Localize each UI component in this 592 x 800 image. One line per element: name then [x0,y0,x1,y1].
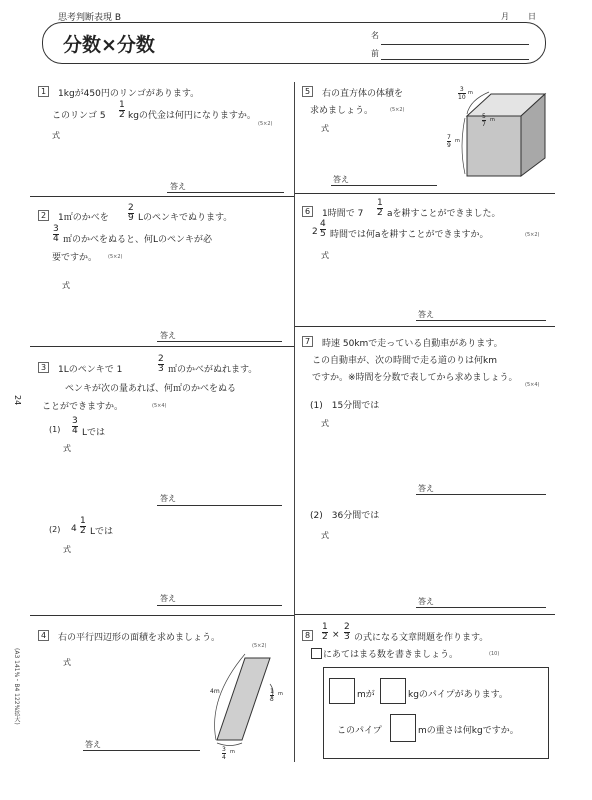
q7-text-line3: ですか。※時間を分数で表してから求めましょう。 [312,373,518,383]
q8-box-text-2: kgのパイプがあります。 [408,690,508,700]
denominator: 2 [119,110,125,120]
q2-text-line2: ㎡のかべをぬると、何Lのペンキが必 [63,235,213,245]
numerator: 3 [222,746,226,753]
denominator: 2 [322,632,328,642]
denominator: 4 [222,754,226,761]
q8-box-text-3: このパイプ [337,726,382,736]
day-label: 日 [528,12,536,21]
q5-dim3-unit: m [455,138,460,144]
denominator: 3 [270,696,274,703]
question-number: 2 [38,210,49,221]
question-number: 7 [302,336,313,347]
numerator: 2 [344,622,350,632]
answer-line[interactable] [416,320,546,321]
q5-dim2-fraction [482,113,486,128]
answer-frame [323,667,549,759]
denominator: 9 [128,213,134,223]
q1-text-post: kgの代金は何円になりますか。 [128,111,256,121]
q3-sub1-fraction [72,417,78,436]
q3-sub1-text: Lでは [82,428,106,438]
name-label: 名 [371,31,379,40]
q3-text-pre: 1Lのペンキで 1 [58,365,123,375]
denominator: 5 [320,229,326,239]
numerator: 3 [459,86,464,93]
separator [295,193,555,194]
numerator: 1 [270,688,274,695]
q8-fraction-2 [344,623,350,642]
answer-line[interactable] [83,750,200,751]
question-number: 5 [302,86,313,97]
name-underline-2 [381,59,529,60]
blank-box-icon [311,648,322,659]
q5-dim3-fraction [447,134,451,149]
numerator: 4 [320,219,326,229]
question-number: 6 [302,206,313,217]
numerator: 3 [53,224,59,234]
formula-label: 式 [62,281,70,290]
denominator: 9 [447,142,451,149]
answer-line[interactable] [167,192,284,193]
answer-label: 答え [85,740,101,749]
denominator: 2 [377,208,383,218]
q6-fraction-1 [377,199,383,218]
parallelogram-figure [206,648,286,760]
q7-text-line2: この自動車が、次の時間で走る道のりは何km [312,356,497,366]
month-label: 月 [501,12,509,21]
q8-fraction-1 [322,623,328,642]
denominator: 2 [80,526,86,536]
q1-points: (5×2) [258,121,273,127]
q5-text-line1: 右の直方体の体積を [322,89,404,99]
formula-label: 式 [63,545,71,554]
answer-line[interactable] [416,607,546,608]
denominator: 3 [158,364,164,374]
answer-label: 答え [160,594,176,603]
separator [295,326,555,327]
formula-label: 式 [63,658,71,667]
q6-text-line2: 時間では何aを耕すことができますか。 [330,230,489,240]
denominator: 7 [482,121,486,128]
q5-dim1-unit: m [468,90,473,96]
q6-points: (5×2) [525,232,540,238]
q3-sub2-fraction [80,517,86,536]
q3-text-line2: ペンキが次の量あれば、何㎡のかべをぬる [65,384,237,394]
q5-text-line2: 求めましょう。 [310,106,374,116]
q4-height-label: 4m [210,688,220,695]
separator [295,614,555,615]
q3-sub2-text: Lでは [90,527,114,537]
q7-text-line1: 時速 50kmで走っている自動車があります。 [322,339,503,349]
q1-text-pre: このリンゴ 5 [52,111,106,121]
q4-points: (5×2) [252,643,267,649]
q2-text-post: Lのペンキでぬります。 [138,213,233,223]
formula-label: 式 [321,531,329,540]
q3-text-line3: ことができますか。 [42,402,124,412]
q3-points: (5×4) [152,403,167,409]
denominator: 10 [458,94,466,101]
page-number: 24 [13,395,22,406]
denominator: 4 [72,426,78,436]
q7-points: (5×4) [525,382,540,388]
name-underline-1 [381,44,529,45]
question-number: 3 [38,362,49,373]
formula-label: 式 [321,251,329,260]
question-number: 8 [302,630,313,641]
q4-side-fraction [270,688,274,703]
q4-side-unit: m [278,691,283,697]
numerator: 1 [119,100,125,110]
answer-line[interactable] [157,505,282,506]
denominator: 4 [53,234,59,244]
q8-text-line1: の式になる文章問題を作ります。 [354,633,489,643]
q3-sub2-label: (2) [49,525,61,534]
numerator: 1 [377,198,383,208]
q8-box-text-1: mが [357,690,375,700]
formula-label: 式 [321,124,329,133]
formula-label: 式 [321,419,329,428]
denominator: 3 [344,632,350,642]
answer-label: 答え [418,597,434,606]
numerator: 2 [128,203,134,213]
numerator: 1 [322,622,328,632]
q6-text-post: aを耕すことができました。 [387,209,501,219]
q2-text-line3: 要ですか。 [52,253,98,263]
size-note: (A3 141%・B4 122%拡大) [13,648,20,725]
answer-label: 答え [160,494,176,503]
q2-points: (5×2) [108,254,123,260]
q2-text-pre: 1㎡のかべを [58,213,109,223]
numerator: 5 [482,113,486,120]
q7-sub2: (2) 36分間では [310,511,380,521]
q3-sub2-whole: 4 [71,524,77,534]
q4-base-fraction [222,746,226,761]
answer-label: 答え [333,175,349,184]
answer-box-1[interactable] [329,678,355,704]
q2-fraction-1 [128,204,134,223]
series-label: 思考判断表現 B [58,13,122,23]
answer-line[interactable] [157,605,282,606]
answer-line[interactable] [331,185,437,186]
separator [30,196,294,197]
q8-points: (10) [489,651,500,657]
answer-label: 答え [170,182,186,191]
question-number: 1 [38,86,49,97]
q4-base-unit: m [230,749,235,755]
numerator: 2 [158,354,164,364]
q3-text-post: ㎡のかべがぬれます。 [168,365,258,375]
name-label-2: 前 [371,49,379,58]
q5-points: (5×2) [390,107,405,113]
q8-times: × [332,630,340,640]
q3-fraction [158,355,164,374]
answer-line[interactable] [157,341,282,342]
q8-box-text-4: mの重さは何kgですか。 [418,726,519,736]
separator [30,615,294,616]
formula-label: 式 [52,131,60,140]
answer-label: 答え [160,331,176,340]
q6-fraction-2 [320,220,326,239]
page-title: 分数×分数 [63,34,155,56]
answer-line[interactable] [416,494,546,495]
formula-label: 式 [63,444,71,453]
separator [30,346,294,347]
q8-text-line2: にあてはまる数を書きましょう。 [323,650,459,660]
q5-dim1-fraction [458,86,466,101]
q6-text-pre: 1時間で 7 [322,209,364,219]
question-number: 4 [38,630,49,641]
answer-box-2[interactable] [380,678,406,704]
numerator: 1 [80,516,86,526]
q4-text: 右の平行四辺形の面積を求めましょう。 [58,633,221,643]
q7-sub1: (1) 15分間では [310,401,380,411]
answer-box-3[interactable] [390,714,416,742]
answer-label: 答え [418,484,434,493]
numerator: 7 [447,134,451,141]
q1-fraction [119,101,125,120]
q1-text-line1: 1kgが450円のリンゴがあります。 [58,89,200,99]
column-divider [294,82,295,762]
q5-dim2-unit: m [490,117,495,123]
numerator: 3 [72,416,78,426]
q6-whole-2: 2 [312,227,318,237]
answer-label: 答え [418,310,434,319]
q2-fraction-2 [53,225,59,244]
q3-sub1-label: (1) [49,425,61,434]
